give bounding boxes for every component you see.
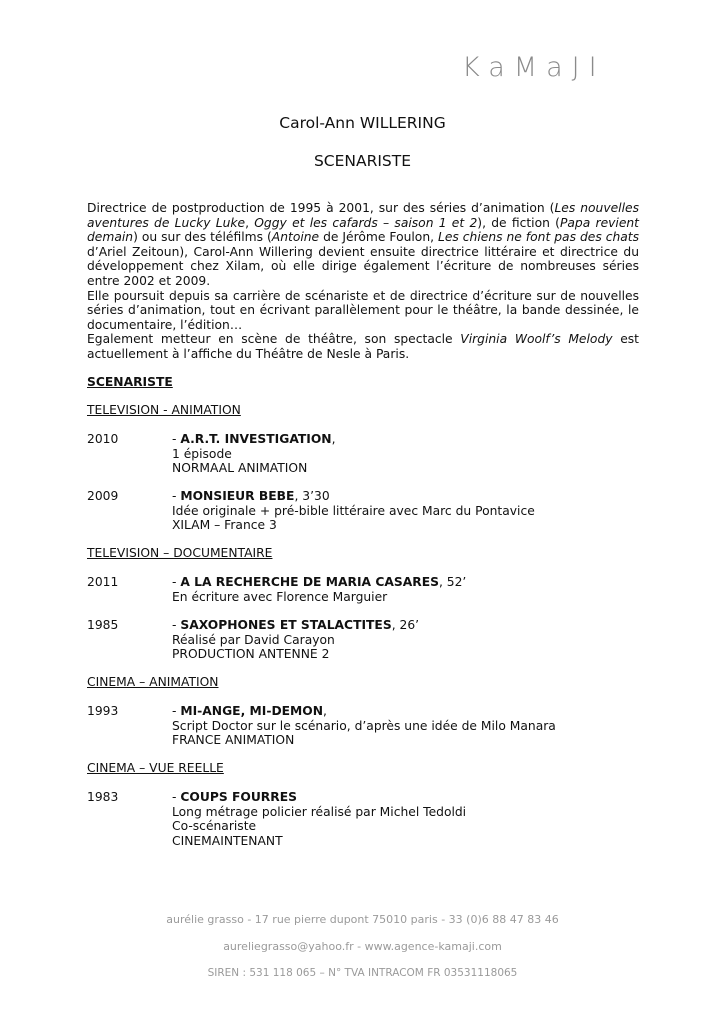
italic-title: Papa revient demain xyxy=(87,215,640,245)
bio-text: d’Ariel Zeitoun), Carol-Ann Willering devient ensuite directrice littéraire et directrice du développement chez Xilam, où elle dirige également l’écriture de nombreuses séries entre 2002 et 2009. xyxy=(87,244,639,288)
footer-address: aurélie grasso - 17 rue pierre dupont 75010 paris - 33 (0)6 88 47 83 46 xyxy=(166,913,559,926)
credit-year: 1993 xyxy=(87,704,119,718)
agency-logo: KaMaJI xyxy=(462,52,606,83)
credit-year: 2011 xyxy=(87,575,119,589)
bio-text: de Jérôme Foulon, xyxy=(319,230,438,245)
italic-title: Oggy et les cafards – saison 1 et 2 xyxy=(254,215,478,230)
bio-paragraph-1 xyxy=(87,201,639,289)
footer-contact: aureliegrasso@yahoo.fr - www.agence-kamaji.com xyxy=(223,940,502,953)
credit-title: A.R.T. INVESTIGATION xyxy=(180,432,332,446)
credit-detail: XILAM – France 3 xyxy=(172,518,277,533)
credit-detail: Idée originale + pré-bible littéraire avec Marc du Pontavice xyxy=(172,503,535,518)
credit-suffix: , xyxy=(331,432,336,446)
credit-year: 2009 xyxy=(87,489,119,503)
credit-year: 1983 xyxy=(87,790,119,804)
bio-text: Directrice de postproduction de 1995 à 2001, sur des séries d’animation ( xyxy=(87,201,555,215)
credit-info xyxy=(172,704,556,748)
person-name: Carol-Ann WILLERING xyxy=(279,114,446,132)
credit-year: 2010 xyxy=(87,432,119,446)
italic-title: Les nouvelles aventures de Lucky Luke xyxy=(87,201,639,230)
credit-dash: - xyxy=(172,618,181,632)
credit-title: MONSIEUR BEBE xyxy=(180,489,295,503)
bio-text: Egalement metteur en scène de théâtre, son spectacle xyxy=(87,332,461,347)
credit-dash: - xyxy=(172,790,181,804)
category-cinema-animation: CINEMA – ANIMATION xyxy=(87,675,219,689)
credit-dash: - xyxy=(172,575,181,589)
credit-detail: Réalisé par David Carayon xyxy=(172,632,335,647)
credit-dash: - xyxy=(172,704,181,718)
footer-legal: SIREN : 531 118 065 – N° TVA INTRACOM FR 03531118065 xyxy=(207,967,518,979)
credit-info xyxy=(172,575,466,604)
credit-year: 1985 xyxy=(87,618,119,632)
credit-title: COUPS FOURRES xyxy=(180,790,298,804)
section-title-scenariste: SCENARISTE xyxy=(87,375,173,389)
italic-title: Les chiens ne font pas des chats xyxy=(438,230,640,245)
credit-detail: 1 épisode xyxy=(172,446,232,461)
credit-title-line xyxy=(172,575,466,590)
credit-info xyxy=(172,618,419,662)
credit-title-line xyxy=(172,618,419,633)
credit-title-line xyxy=(172,432,336,447)
credit-detail: Long métrage policier réalisé par Michel Tedoldi xyxy=(172,804,467,819)
bio-paragraph-3 xyxy=(87,332,639,361)
credit-title: A LA RECHERCHE DE MARIA CASARES xyxy=(180,575,439,589)
credit-title-line xyxy=(172,790,466,805)
credit-info xyxy=(172,489,535,533)
credit-title: MI-ANGE, MI-DEMON xyxy=(180,704,324,718)
credit-info xyxy=(172,432,336,476)
bio-text: ), de fiction ( xyxy=(477,215,560,230)
bio-text: est actuellement à l’affiche du Théâtre de Nesle à Paris. xyxy=(87,332,640,361)
credit-title-line xyxy=(172,489,535,504)
credit-detail: NORMAAL ANIMATION xyxy=(172,461,308,476)
credit-detail: PRODUCTION ANTENNE 2 xyxy=(172,647,330,662)
credit-detail: Script Doctor sur le scénario, d’après une idée de Milo Manara xyxy=(172,718,556,733)
credit-suffix: , 26’ xyxy=(391,618,420,632)
credit-suffix: , 52’ xyxy=(438,575,467,589)
bio-text: , xyxy=(245,215,255,230)
credit-detail: En écriture avec Florence Marguier xyxy=(172,589,388,604)
bio-paragraph-2: Elle poursuit depuis sa carrière de scénariste et de directrice d’écriture sur de nouvelles séries d’animation, tout en écrivant parallèlement pour le théâtre, la bande dessinée, le documentaire, l’édition… xyxy=(87,288,639,332)
italic-title: Antoine xyxy=(271,230,320,245)
category-tv-animation: TELEVISION - ANIMATION xyxy=(87,403,241,417)
biography xyxy=(87,201,639,362)
credit-dash: - xyxy=(172,489,181,503)
credit-detail: Co-scénariste xyxy=(172,819,257,834)
credit-dash: - xyxy=(172,432,181,446)
credit-title: SAXOPHONES ET STALACTITES xyxy=(180,618,392,632)
credit-detail: CINEMAINTENANT xyxy=(172,833,283,848)
job-title: SCENARISTE xyxy=(313,152,412,170)
credit-suffix: , 3’30 xyxy=(294,489,330,503)
category-cinema-reelle: CINEMA – VUE REELLE xyxy=(87,761,224,775)
credit-detail: FRANCE ANIMATION xyxy=(172,733,295,748)
credit-info xyxy=(172,790,466,848)
bio-text: ) ou sur des téléfilms ( xyxy=(133,230,272,245)
credit-title-line xyxy=(172,704,556,719)
credit-suffix: , xyxy=(323,704,327,718)
italic-title: Virginia Woolf’s Melody xyxy=(460,332,613,347)
category-tv-documentaire: TELEVISION – DOCUMENTAIRE xyxy=(87,546,273,560)
